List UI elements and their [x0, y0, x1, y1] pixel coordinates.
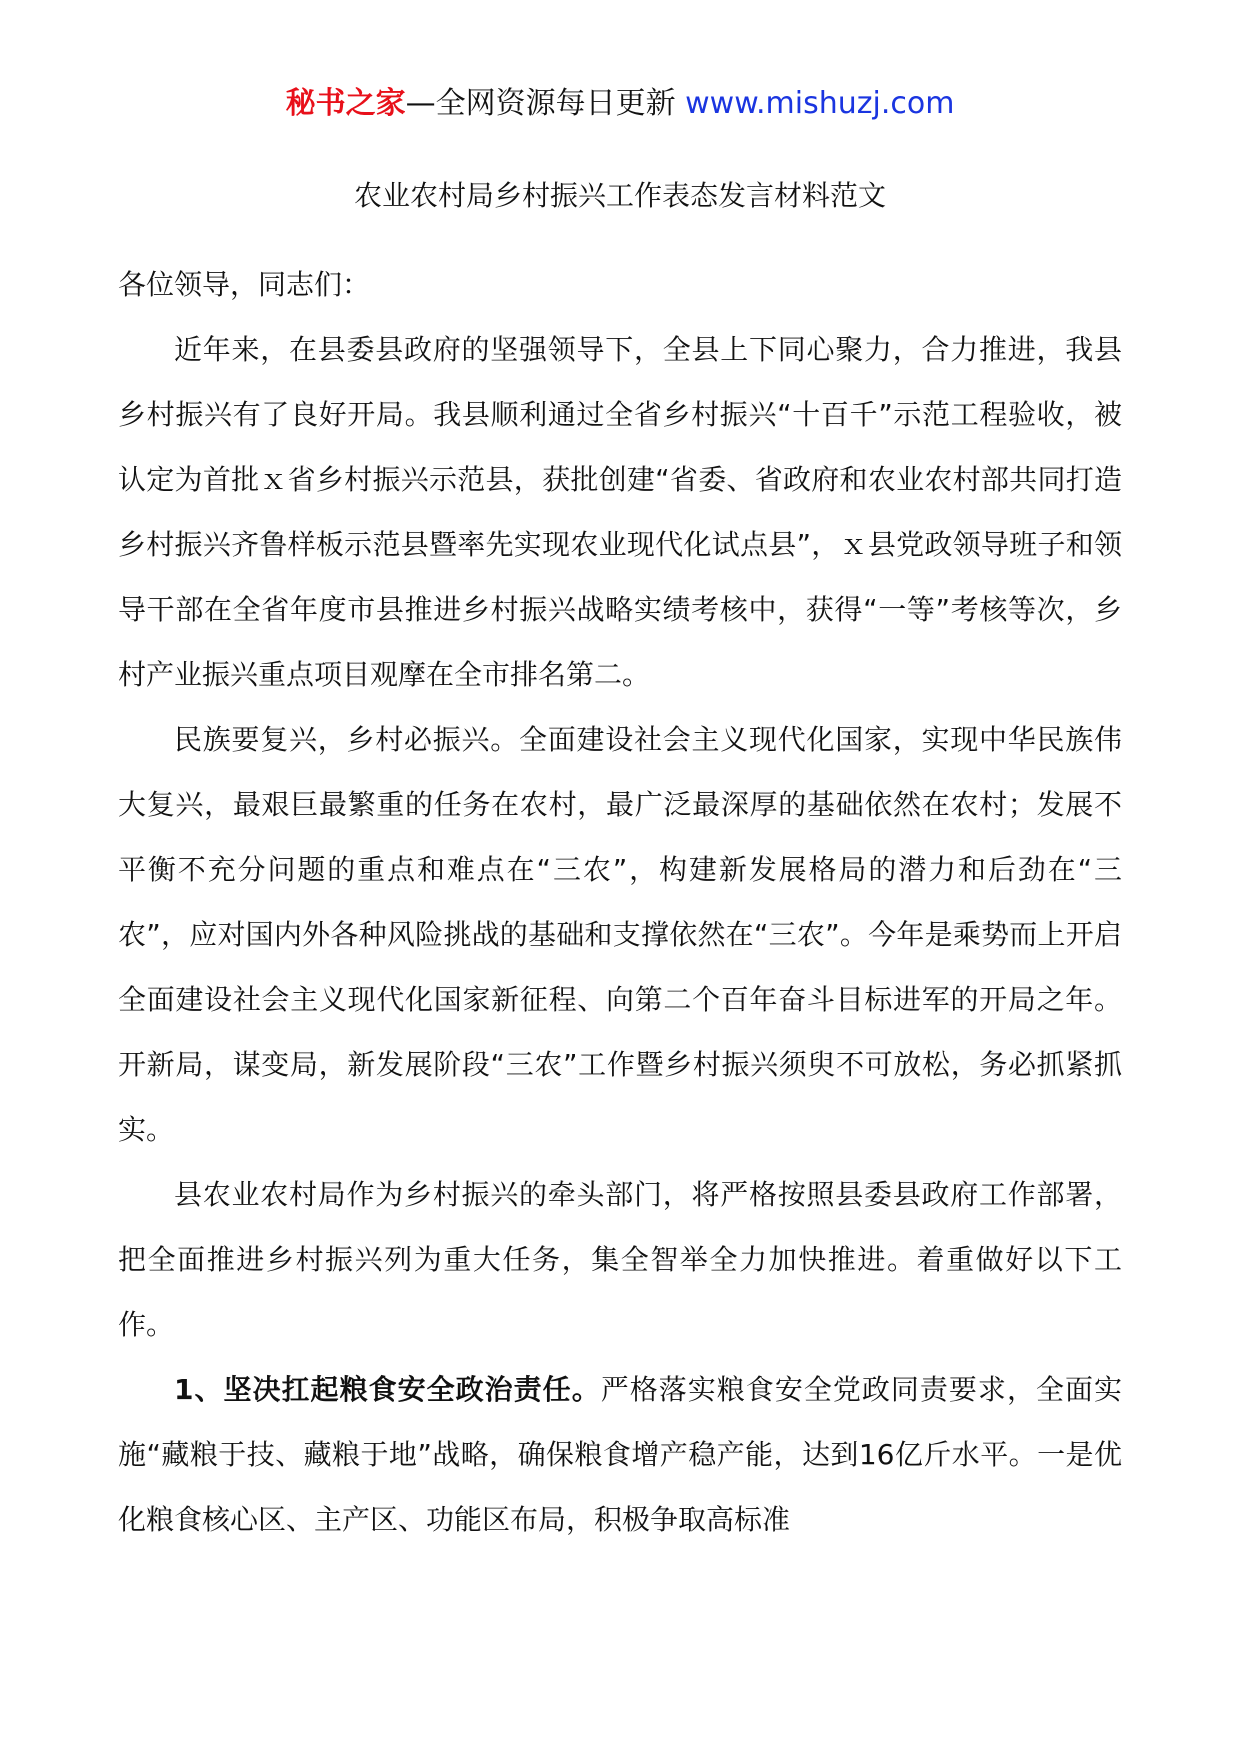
paragraph-department: 县农业农村局作为乡村振兴的牵头部门，将严格按照县委县政府工作部署，把全面推进乡村振兴列为重大任务，集全智举全力加快推进。着重做好以下工作。: [118, 1178, 1122, 1341]
site-brand: 秘书之家: [285, 86, 406, 121]
site-url-link[interactable]: www.mishuzj.com: [685, 86, 955, 121]
site-header: [0, 84, 1240, 124]
document-title: 农业农村局乡村振兴工作表态发言材料范文: [353, 179, 886, 212]
paragraph-revival: 民族要复兴，乡村必振兴。全面建设社会主义现代化国家，实现中华民族伟大复兴，最艰巨最繁重的任务在农村，最广泛最深厚的基础依然在农村；发展不平衡不充分问题的重点和难点在“三农”，构建新发展格局的潜力和后劲在“三农”，应对国内外各种风险挑战的基础和支撑依然在“三农”。今年是乘势而上开启全面建设社会主义现代化国家新征程、向第二个百年奋斗目标进军的开局之年。开新局，谋变局，新发展阶段“三农”工作暨乡村振兴须臾不可放松，务必抓紧抓实。: [118, 723, 1122, 1146]
salutation: 各位领导，同志们：: [118, 268, 371, 301]
site-slogan: —全网资源每日更新: [405, 86, 686, 121]
document-body: [118, 252, 1122, 1552]
paragraph-intro: 近年来，在县委县政府的坚强领导下，全县上下同心聚力，合力推进，我县乡村振兴有了良好开局。我县顺利通过全省乡村振兴“十百千”示范工程验收，被认定为首批ｘ省乡村振兴示范县，获批创建“省委、省政府和农业农村部共同打造乡村振兴齐鲁样板示范县暨率先实现农业现代化试点县”，ｘ县党政领导班子和领导干部在全省年度市县推进乡村振兴战略实绩考核中，获得“一等”考核等次，乡村产业振兴重点项目观摩在全市排名第二。: [118, 333, 1122, 691]
section-grain-security: [118, 1357, 1122, 1552]
section-text: 严格落实粮食安全党政同责要求，全面实施“藏粮于技、藏粮于地”战略，确保粮食增产稳产能，达到16亿斤水平。一是优化粮食核心区、主产区、功能区布局，积极争取高标准: [118, 1373, 1122, 1536]
section-heading: 1、坚决扛起粮食安全政治责任。: [174, 1373, 601, 1406]
